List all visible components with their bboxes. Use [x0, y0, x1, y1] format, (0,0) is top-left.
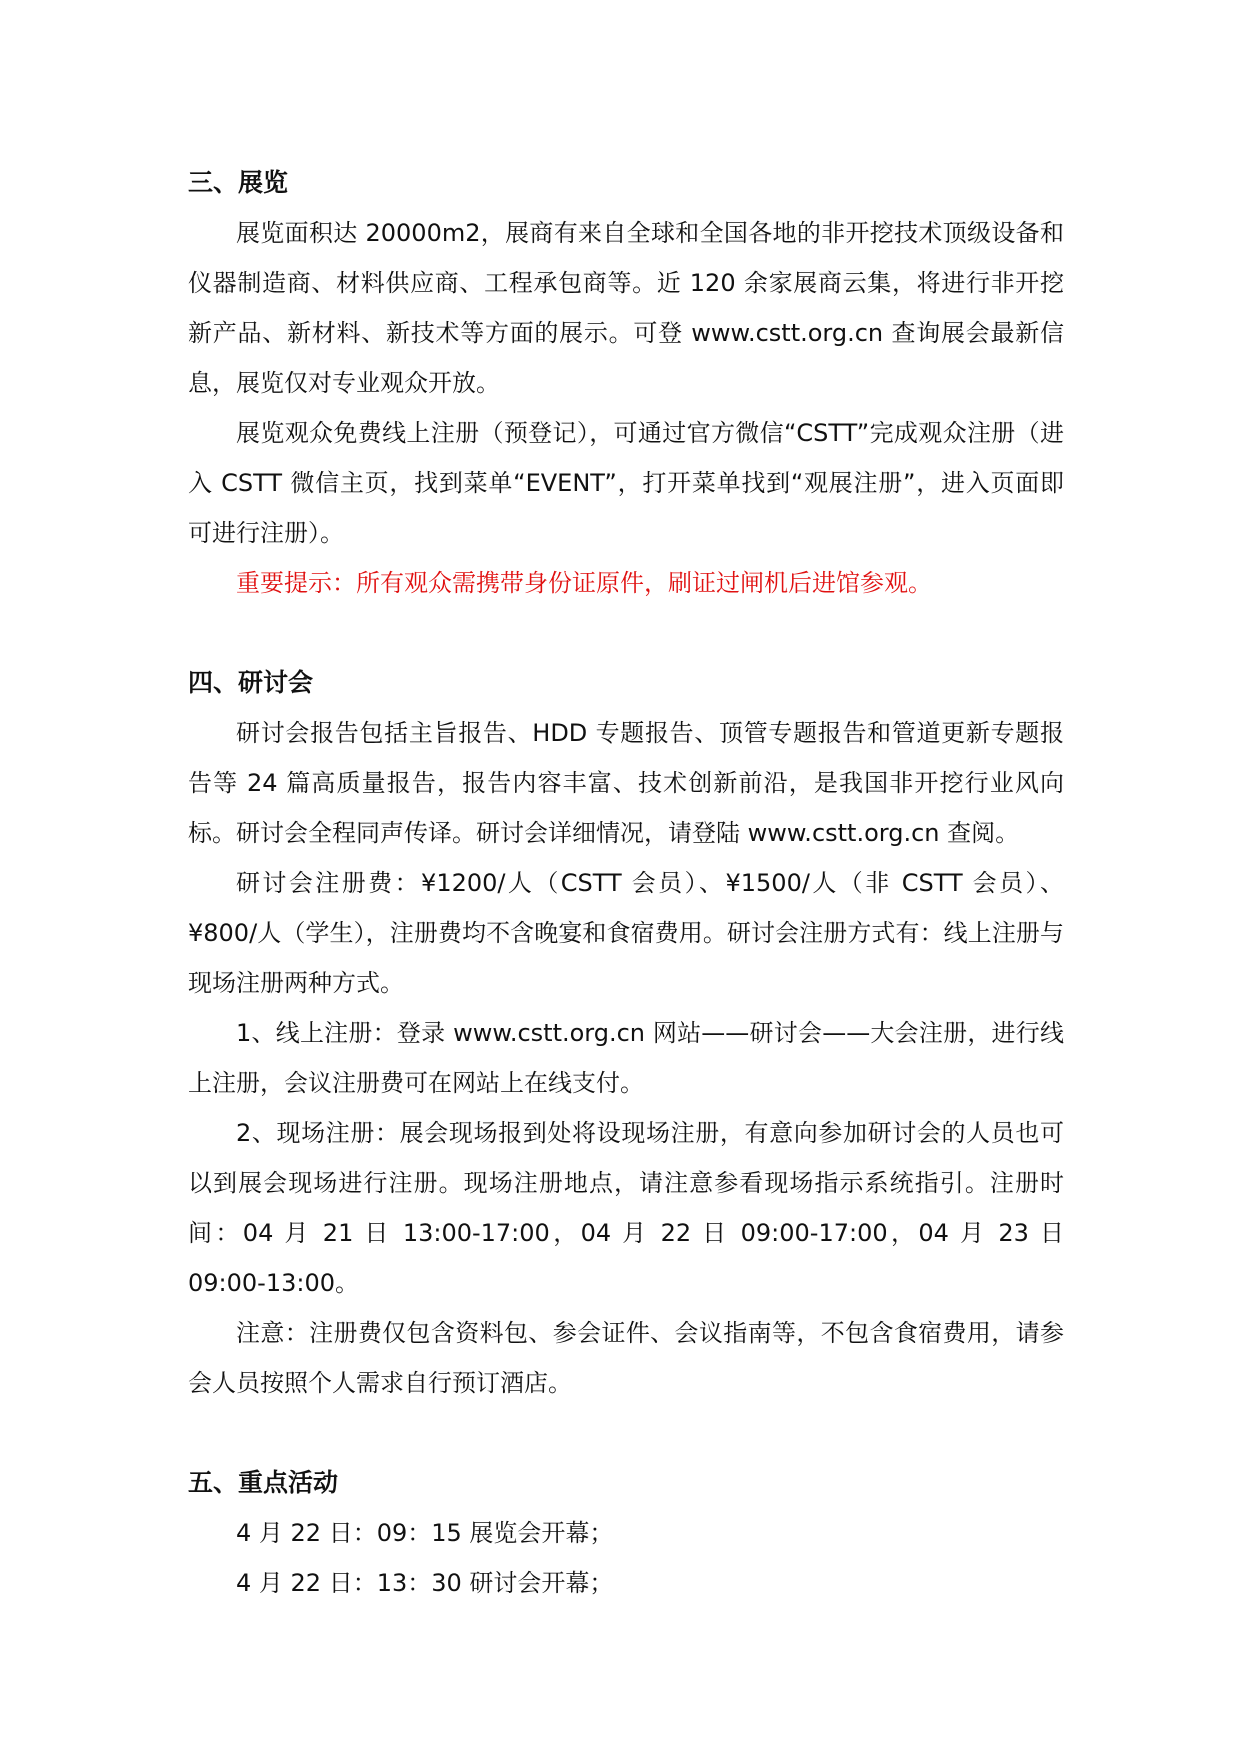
section-spacer — [188, 1408, 1064, 1458]
section-heading-exhibition: 三、展览 — [188, 168, 289, 197]
seminar-paragraph-1: 研讨会报告包括主旨报告、HDD 专题报告、顶管专题报告和管道更新专题报告等 24 篇高质量报告，报告内容丰富、技术创新前沿，是我国非开挖行业风向标。研讨会全程同声传译。研讨会详细情况，请登陆 www.cstt.org.cn 查阅。 — [188, 719, 1064, 847]
section-spacer — [188, 608, 1064, 658]
seminar-paragraph-2: 研讨会注册费：¥1200/人（CSTT 会员）、¥1500/人（非 CSTT 会员）、¥800/人（学生），注册费均不含晚宴和食宿费用。研讨会注册方式有：线上注册与现场注册两种方式。 — [188, 869, 1064, 997]
activity-item: 4 月 22 日：13：30 研讨会开幕； — [236, 1569, 614, 1597]
exhibition-paragraph-1: 展览面积达 20000m2，展商有来自全球和全国各地的非开挖技术顶级设备和仪器制造商、材料供应商、工程承包商等。近 120 余家展商云集，将进行非开挖新产品、新材料、新技术等方面的展示。可登 www.cstt.org.cn 查询展会最新信息，展览仅对专业观众开放。 — [188, 219, 1064, 397]
exhibition-warning: 重要提示：所有观众需携带身份证原件，刷证过闸机后进馆参观。 — [236, 569, 932, 597]
seminar-paragraph-4: 2、现场注册：展会现场报到处将设现场注册，有意向参加研讨会的人员也可以到展会现场进行注册。现场注册地点，请注意参看现场指示系统指引。注册时间：04 月 21 日 13:00-17:00，04 月 22 日 09:00-17:00，04 月 23 日 09:00-13:00。 — [188, 1119, 1064, 1297]
section-seminar — [188, 658, 1064, 1408]
section-heading-activities: 五、重点活动 — [188, 1468, 339, 1497]
section-heading-seminar: 四、研讨会 — [188, 668, 314, 697]
section-activities — [188, 1458, 1064, 1608]
seminar-paragraph-5: 注意：注册费仅包含资料包、参会证件、会议指南等，不包含食宿费用，请参会人员按照个人需求自行预订酒店。 — [188, 1319, 1064, 1397]
seminar-paragraph-3: 1、线上注册：登录 www.cstt.org.cn 网站——研讨会——大会注册，进行线上注册，会议注册费可在网站上在线支付。 — [188, 1019, 1064, 1097]
activity-item: 4 月 22 日：09：15 展览会开幕； — [236, 1519, 614, 1547]
section-exhibition — [188, 158, 1064, 608]
exhibition-paragraph-2: 展览观众免费线上注册（预登记），可通过官方微信“CSTT”完成观众注册（进入 CSTT 微信主页，找到菜单“EVENT”，打开菜单找到“观展注册”，进入页面即可进行注册）。 — [188, 419, 1064, 547]
document-content — [188, 158, 1064, 1608]
